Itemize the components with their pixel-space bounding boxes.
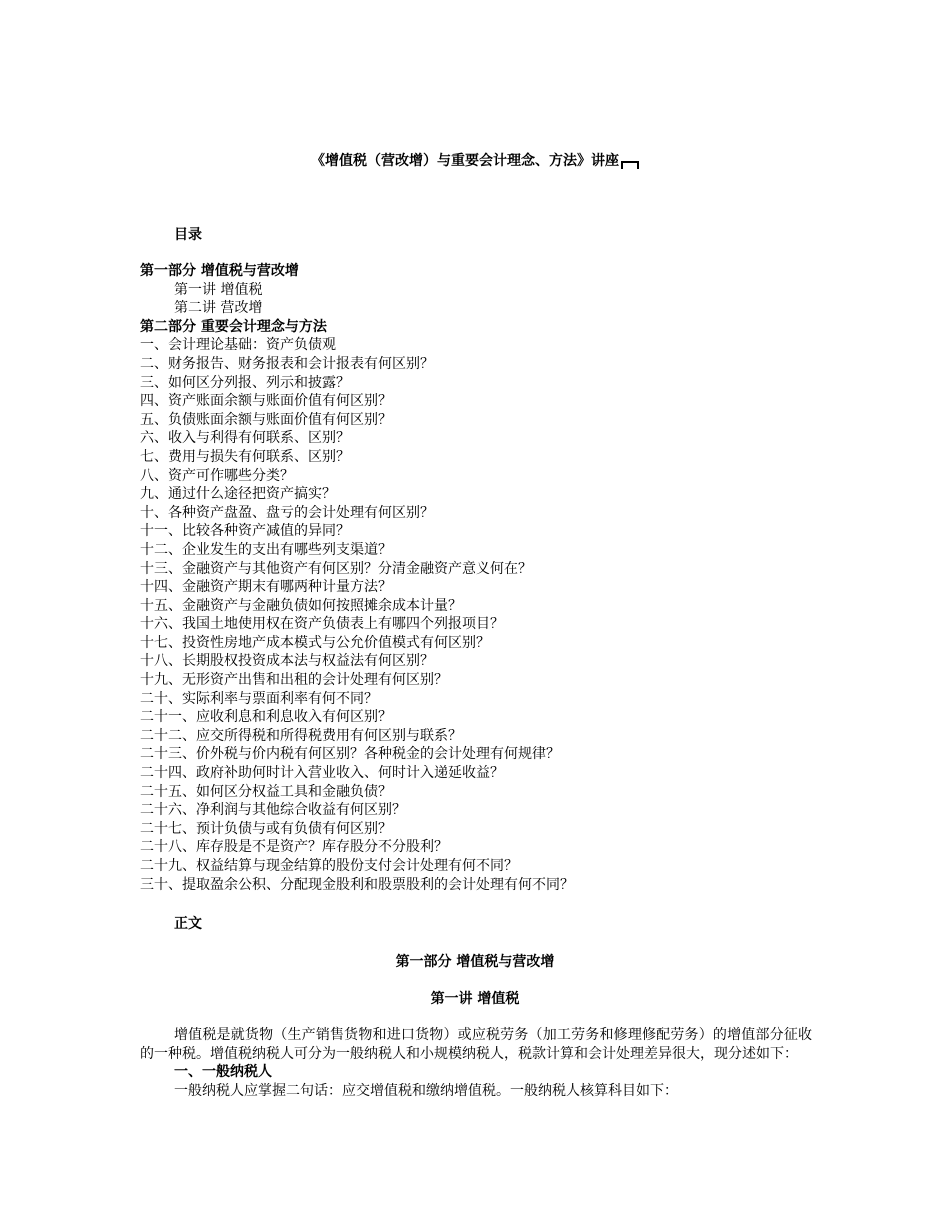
lecture-one-heading: 第一讲 增值税	[430, 991, 520, 1007]
toc-item-line: 一、会计理论基础：资产负债观	[140, 337, 336, 354]
toc-part-line: 第二部分 重要会计理念与方法	[140, 318, 327, 335]
toc-item-line: 二十五、如何区分权益工具和金融负债？	[140, 783, 392, 800]
toc-item-line: 十七、投资性房地产成本模式与公允价值模式有何区别？	[140, 634, 490, 651]
toc-item-line: 五、负债账面余额与账面价值有何区别？	[140, 411, 392, 428]
body-text	[140, 1026, 812, 1100]
part-one-heading: 第一部分 增值税与营改增	[395, 954, 555, 970]
toc-item-line: 二十四、政府补助何时计入营业收入、何时计入递延收益？	[140, 765, 504, 782]
document-title	[0, 152, 950, 170]
toc-item-line: 二十二、应交所得税和所得税费用有何区别与联系？	[140, 727, 462, 744]
toc-heading: 目录	[174, 227, 202, 243]
toc-item-line: 四、资产账面余额与账面价值有何区别？	[140, 393, 392, 410]
toc-lecture-line: 第二讲 营改增	[174, 300, 263, 317]
toc-item-line: 二十八、库存股是不是资产？库存股分不分股利？	[140, 839, 448, 856]
title-bracket-mark	[621, 161, 639, 169]
toc-item-line: 二十六、净利润与其他综合收益有何区别？	[140, 802, 406, 819]
toc-lecture-line: 第一讲 增值税	[174, 281, 263, 298]
toc-item-line: 十二、企业发生的支出有哪些列支渠道？	[140, 541, 392, 558]
intro-paragraph: 增值税是就货物（生产销售货物和进口货物）或应税劳务（加工劳务和修理修配劳务）的增值部分征收的一种税。增值税纳税人可分为一般纳税人和小规模纳税人，税款计算和会计处理差异很大，现分述如下：	[140, 1027, 812, 1062]
table-of-contents	[140, 262, 840, 894]
toc-item-line: 十一、比较各种资产减值的异同？	[140, 523, 350, 540]
toc-item-line: 十九、无形资产出售和出租的会计处理有何区别？	[140, 672, 448, 689]
section-one-heading: 一、一般纳税人	[174, 1064, 272, 1081]
toc-item-line: 十五、金融资产与金融负债如何按照摊余成本计量？	[140, 597, 462, 614]
section-one-text: 一般纳税人应掌握二句话：应交增值税和缴纳增值税。一般纳税人核算科目如下：	[174, 1082, 678, 1099]
toc-item-line: 九、通过什么途径把资产搞实？	[140, 486, 336, 503]
toc-item-line: 二十、实际利率与票面利率有何不同？	[140, 690, 378, 707]
document-title-text: 《增值税（营改增）与重要会计理念、方法》讲座	[311, 153, 619, 169]
toc-item-line: 七、费用与损失有何联系、区别？	[140, 448, 350, 465]
body-heading: 正文	[174, 916, 202, 932]
toc-part-line: 第一部分 增值税与营改增	[140, 263, 299, 279]
toc-item-line: 六、收入与利得有何联系、区别？	[140, 430, 350, 447]
toc-item-line: 十六、我国土地使用权在资产负债表上有哪四个列报项目？	[140, 616, 504, 633]
toc-item-line: 二十一、应收利息和利息收入有何区别？	[140, 709, 392, 726]
toc-item-line: 十三、金融资产与其他资产有何区别？分清金融资产意义何在？	[140, 560, 532, 577]
toc-item-line: 十八、长期股权投资成本法与权益法有何区别？	[140, 653, 434, 670]
toc-item-line: 二十七、预计负债与或有负债有何区别？	[140, 820, 392, 837]
toc-item-line: 二十三、价外税与价内税有何区别？各种税金的会计处理有何规律？	[140, 746, 560, 763]
toc-item-line: 八、资产可作哪些分类？	[140, 467, 294, 484]
toc-item-line: 三十、提取盈余公积、分配现金股利和股票股利的会计处理有何不同？	[140, 876, 574, 893]
toc-item-line: 十四、金融资产期末有哪两种计量方法？	[140, 579, 392, 596]
toc-item-line: 三、如何区分列报、列示和披露？	[140, 374, 350, 391]
toc-item-line: 十、各种资产盘盈、盘亏的会计处理有何区别？	[140, 504, 434, 521]
toc-item-line: 二十九、权益结算与现金结算的股份支付会计处理有何不同？	[140, 858, 518, 874]
toc-item-line: 二、财务报告、财务报表和会计报表有何区别？	[140, 355, 434, 372]
